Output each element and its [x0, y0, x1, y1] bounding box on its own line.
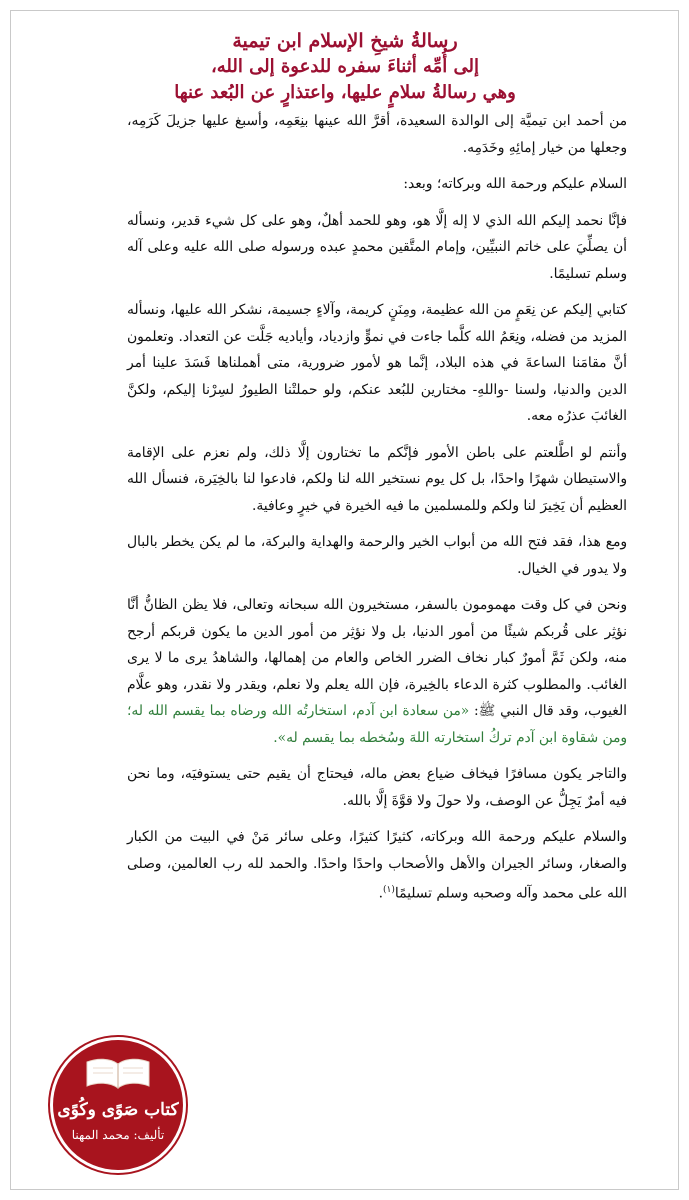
paragraph-travel: [127, 592, 627, 761]
open-book-icon: [83, 1056, 153, 1090]
paragraph-blessings: ومع هذا، فقد فتح الله من أبواب الخير والرحمة والهداية والبركة، ما لم يكن يخطر بالبال ولا يدور في الخيال.: [127, 534, 627, 577]
paragraph-istikhara: وأنتم لو اطَّلعتم على باطن الأمور فإنَّكم ما تختارون إلَّا ذلك، ولم نعزم على الإقامة والاستيطان شهرًا واحدًا، بل كل يوم نستخير الله لنا ولكم، فادعوا لنا بالخِيَرة، فنسأل الله العظيم أن يَخِيرَ لنا ولكم وللمسلمين ما فيه الخيرة في خيرٍ وعافية.: [127, 444, 627, 514]
hadith-quote: «من سعادة ابن آدم، استخارتُه الله ورضاه بما يقسم الله له؛ ومن شقاوة ابن آدم تركُ استخارته اللهَ وسُخطه بما يقسم له».: [127, 703, 627, 746]
paragraph-opening: من أحمد ابن تيميَّة إلى الوالدة السعيدة، أقرَّ الله عينها بنِعَمِه، وأسبغ عليها جزيلَ كَرَمِه، وجعلها من خيار إمائِهِ وخَدَمِه.: [127, 113, 627, 156]
paragraph-greeting: السلام عليكم ورحمة الله وبركاته؛ وبعد:: [403, 176, 627, 192]
paragraph-merchant: والتاجر يكون مسافرًا فيخاف ضياع بعض ماله، فيحتاج أن يقيم حتى يستوفيَه، وما نحن فيه أمرٌ يَجِلُّ عن الوصف، ولا حولَ ولا قوَّةَ إلَّا بالله.: [127, 766, 627, 809]
title-line-1: رسالةُ شيخِ الإسلام ابن تيمية: [232, 30, 458, 52]
badge-book-title: كتاب صَوًى وكُوًى: [57, 1100, 179, 1120]
footnote-ref: (١): [383, 885, 395, 895]
title-line-3: وهي رسالةُ سلامٍ عليها، واعتذارٍ عن البُعد عنها: [174, 82, 516, 103]
title-line-2: إلى أُمِّه أثناءَ سفره للدعوة إلى الله،: [210, 56, 480, 77]
badge-author: تأليف: محمد المهنا: [71, 1128, 165, 1142]
letter-title: [60, 28, 630, 106]
paragraph-news: كتابي إليكم عن نِعَمٍ من الله عظيمة، ومِنَنٍ كريمة، وآلاءٍ جسيمة، نشكر الله عليها، ونسأله المزيد من فضله، ونِعَمُ الله كلَّما جاءت في نموٍّ وازدياد، وأياديه جَلَّت عن التعداد. وتعلمون أنَّ مقامَنا الساعةَ في هذه البلاد، إنَّما هو لأمور ضرورية، متى أهملناها فَسَدَ علينا أمر الدين والدنيا، ولسنا -واللهِ- مختارين للبُعد عنكم، ولو حملتْنا الطيورُ لسِرْنا إليكم، ولكنَّ الغائبَ عذرُه معه.: [127, 302, 627, 424]
letter-body: [127, 108, 627, 917]
paragraph-closing-text: والسلام عليكم ورحمة الله وبركاته، كثيرًا كثيرًا، وعلى سائر مَنْ في البيت من الكبار والصغار، وسائر الجيران والأهل والأصحاب واحدًا واحدًا. والحمد لله رب العالمين، وصلى الله على محمد وآله وصحبه وسلم تسليمًا: [127, 829, 627, 902]
paragraph-closing: والسلام عليكم ورحمة الله وبركاته، كثيرًا كثيرًا، وعلى سائر مَنْ في البيت من الكبار والصغار، وسائر الجيران والأهل والأصحاب واحدًا واحدًا. والحمد لله رب العالمين، وصلى الله على محمد وآله وصحبه وسلم تسليمًا$^{(١)}$.: [127, 829, 627, 902]
paragraph-praise: فإنَّا نحمد إليكم الله الذي لا إله إلَّا هو، وهو للحمد أهلٌ، وهو على كل شيء قدير، ونسأله أن يصلِّيَ على خاتم النبيِّين، وإمام المتَّقين محمدٍ عبده ورسوله صلى الله عليه وعلى آله وسلم تسليمًا.: [127, 212, 627, 282]
book-badge: [53, 1040, 183, 1170]
paragraph-travel-text: ونحن في كل وقت مهمومون بالسفر، مستخيرون الله سبحانه وتعالى، فلا يظن الظانُّ أنَّا نؤثِر على قُربكم شيئًا من أمور الدنيا، بل ولا نؤثِر من أمور الدين ما يكون قربكم أرجح منه، ولكن ثَمَّ أمورٌ كبار نخاف الضرر الخاص والعام من إهمالها، والشاهدُ يرى ما لا يرى الغائب. والمطلوب كثرة الدعاء بالخِيرة، فإن الله يعلم ولا نعلم، ويقدر ولا نقدر، وهو علَّام الغيوب، وقد قال النبي ﷺ:: [127, 597, 627, 719]
